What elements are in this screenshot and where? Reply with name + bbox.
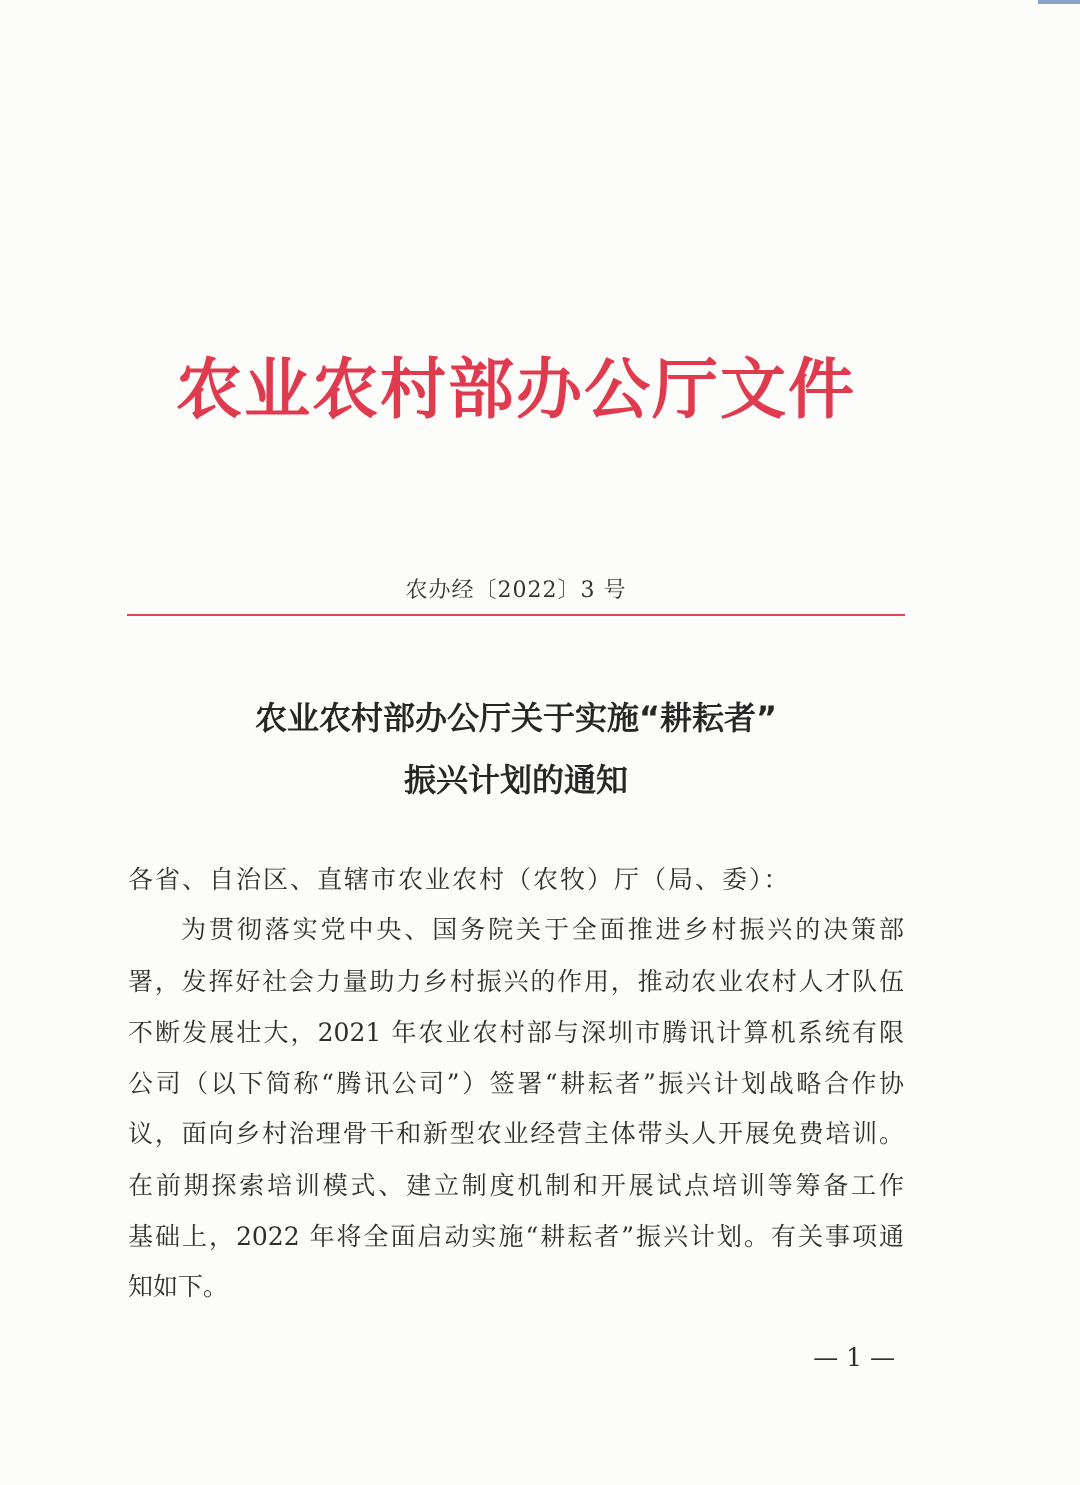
body-line-6: 在前期探索培训模式、建立制度机制和开展试点培训等筹备工作	[128, 1171, 904, 1200]
page-number: — 1 —	[813, 1343, 895, 1372]
document-title-line-2: 振兴计划的通知	[403, 761, 628, 799]
red-divider	[127, 614, 905, 616]
corner-mark	[1038, 0, 1080, 4]
masthead: 农业农村部办公厅文件	[176, 351, 856, 428]
body-line-8: 知如下。	[128, 1272, 229, 1301]
document-title-line-1: 农业农村部办公厅关于实施“耕耘者”	[254, 699, 778, 737]
body-line-7: 基础上，2022 年将全面启动实施“耕耘者”振兴计划。有关事项通	[128, 1222, 904, 1251]
salutation: 各省、自治区、直辖市农业农村（农牧）厅（局、委）：	[128, 865, 791, 894]
body-line-4: 公司（以下简称“腾讯公司”）签署“耕耘者”振兴计划战略合作协	[128, 1069, 904, 1098]
body-line-2: 署，发挥好社会力量助力乡村振兴的作用，推动农业农村人才队伍	[128, 967, 904, 996]
body-line-3: 不断发展壮大，2021 年农业农村部与深圳市腾讯计算机系统有限	[128, 1018, 904, 1047]
body-line-1: 为贯彻落实党中央、国务院关于全面推进乡村振兴的决策部	[181, 915, 904, 944]
body-line-5: 议，面向乡村治理骨干和新型农业经营主体带头人开展免费培训。	[128, 1119, 904, 1148]
document-number: 农办经〔2022〕3 号	[405, 578, 627, 603]
